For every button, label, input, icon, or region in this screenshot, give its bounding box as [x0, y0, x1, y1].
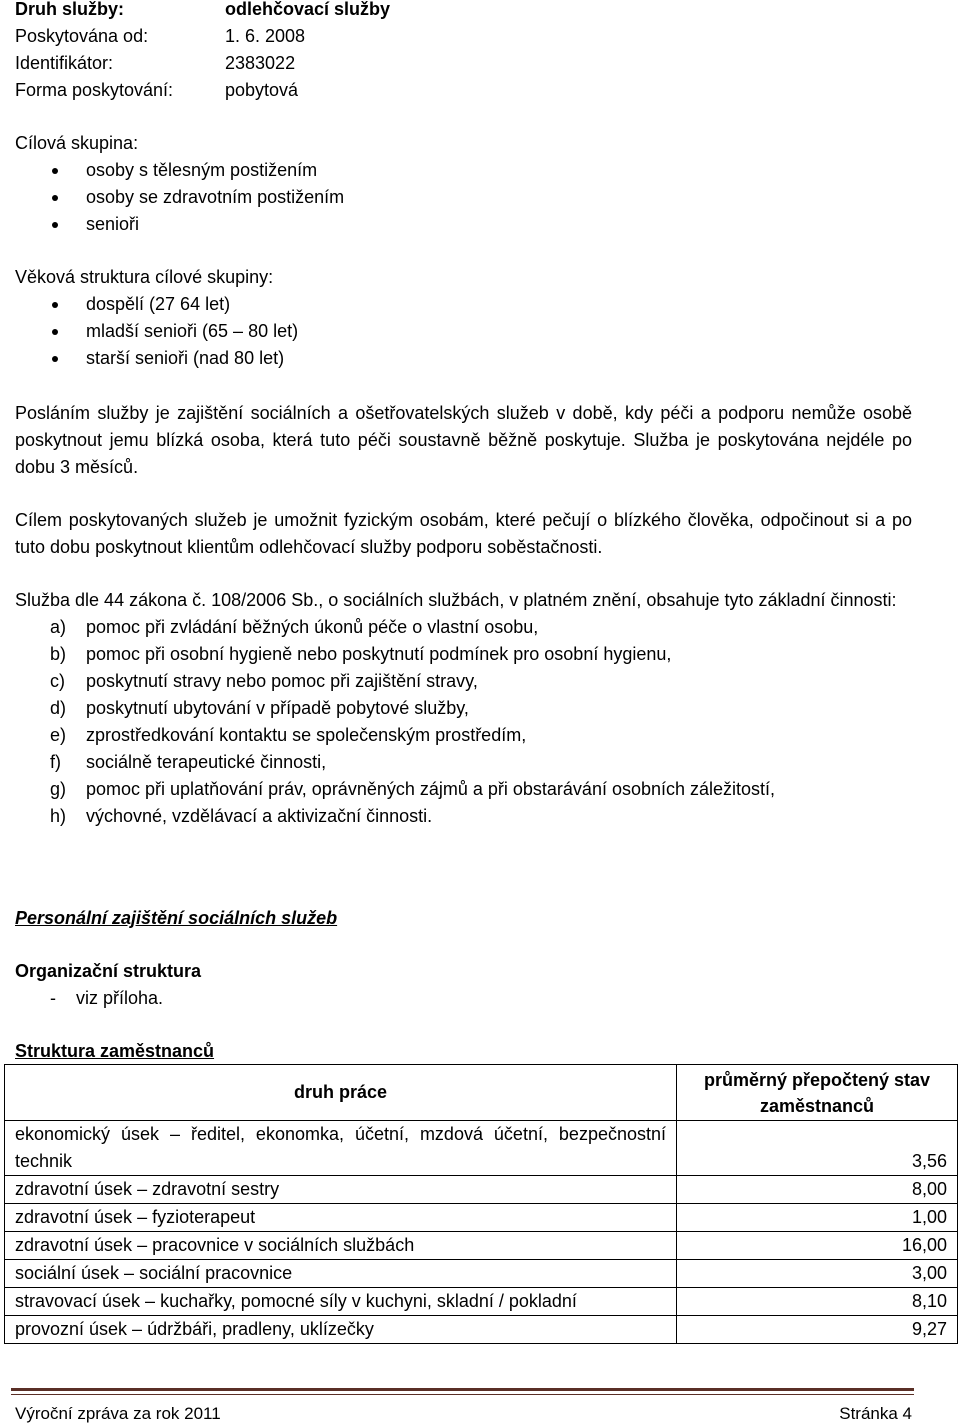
value-cell: 3,00	[677, 1260, 958, 1288]
list-item	[15, 641, 912, 668]
footer-rule-thin	[11, 1394, 914, 1395]
list-item-text: osoby s tělesným postižením	[86, 160, 318, 180]
bullet-icon	[52, 329, 58, 335]
list-item-text: poskytnutí ubytování v případě pobytové služby,	[86, 698, 469, 718]
value-cell: 3,56	[677, 1121, 958, 1176]
list-marker: h)	[50, 806, 67, 826]
table-row	[5, 1204, 958, 1232]
activities-intro: Služba dle 44 zákona č. 108/2006 Sb., o sociálních službách, v platném znění, obsahuje tyto základní činnosti:	[15, 590, 897, 610]
list-item-text: pomoc při osobní hygieně nebo poskytnutí podmínek pro osobní hygienu,	[86, 644, 672, 664]
personnel-heading: Personální zajištění sociálních služeb	[15, 908, 338, 928]
work-cell: provozní úsek – údržbáři, pradleny, uklízečky	[5, 1316, 677, 1344]
list-item	[15, 157, 912, 184]
service-type-row	[15, 0, 912, 23]
table-header-row	[5, 1065, 958, 1121]
value-cell: 8,00	[677, 1176, 958, 1204]
form-value: pobytová	[225, 80, 299, 100]
work-cell: zdravotní úsek – zdravotní sestry	[5, 1176, 677, 1204]
table-row	[5, 1121, 958, 1176]
mission-paragraph: Posláním služby je zajištění sociálních a ošetřovatelských služeb v době, kdy péči a podporu nemůže osobě poskytnout jemu blízká osoba, která tuto péči soustavně běžně poskytuje. Služba je poskytována nejdéle po dobu 3 měsíců.	[15, 403, 912, 477]
org-structure-title: Organizační struktura	[15, 961, 202, 981]
age-structure-title: Věková struktura cílové skupiny:	[15, 267, 274, 287]
value-cell: 16,00	[677, 1232, 958, 1260]
list-item-text: zprostředkování kontaktu se společenským prostředím,	[86, 725, 527, 745]
form-row	[15, 77, 912, 104]
identifier-value: 2383022	[225, 53, 296, 73]
list-item	[15, 722, 912, 749]
list-marker: c)	[50, 671, 65, 691]
list-marker: g)	[50, 779, 67, 799]
value-cell: 1,00	[677, 1204, 958, 1232]
column-header-work: druh práce	[5, 1065, 677, 1121]
bullet-icon	[52, 356, 58, 362]
activities-section	[15, 587, 912, 830]
list-item-text: pomoc při uplatňování práv, oprávněných zájmů a při obstarávání osobních záležitostí,	[86, 779, 776, 799]
identifier-row	[15, 50, 912, 77]
form-label: Forma poskytování:	[15, 80, 174, 100]
table-row	[5, 1316, 958, 1344]
value-cell: 9,27	[677, 1316, 958, 1344]
list-item-text: osoby se zdravotním postižením	[86, 187, 345, 207]
work-cell: sociální úsek – sociální pracovnice	[5, 1260, 677, 1288]
list-item-text: starší senioři (nad 80 let)	[86, 348, 285, 368]
list-item	[15, 776, 912, 803]
list-item-text: výchovné, vzdělávací a aktivizační činnosti.	[86, 806, 433, 826]
service-type-label: Druh služby:	[15, 0, 125, 19]
footer-report-title: Výroční zpráva za rok 2011	[15, 1404, 221, 1423]
org-structure-note: - viz příloha.	[50, 988, 164, 1008]
bullet-icon	[52, 168, 58, 174]
list-marker: d)	[50, 698, 67, 718]
list-item-text: senioři	[86, 214, 140, 234]
service-header	[15, 0, 912, 104]
work-cell: zdravotní úsek – pracovnice v sociálních službách	[5, 1232, 677, 1260]
list-item-text: pomoc při zvládání běžných úkonů péče o vlastní osobu,	[86, 617, 539, 637]
column-header-count: průměrný přepočtený stav zaměstnanců	[677, 1065, 958, 1121]
age-structure-section	[15, 264, 912, 372]
list-item	[15, 345, 912, 372]
work-cell: zdravotní úsek – fyzioterapeut	[5, 1204, 677, 1232]
bullet-icon	[52, 302, 58, 308]
footer-page-number: Stránka 4	[839, 1404, 912, 1423]
list-item	[15, 749, 912, 776]
list-item-text: mladší senioři (65 – 80 let)	[86, 321, 299, 341]
target-group-section	[15, 130, 912, 238]
provided-since-label: Poskytována od:	[15, 26, 149, 46]
list-marker: e)	[50, 725, 67, 745]
identifier-label: Identifikátor:	[15, 53, 114, 73]
list-item-text: poskytnutí stravy nebo pomoc při zajištění stravy,	[86, 671, 478, 691]
bullet-icon	[52, 195, 58, 201]
target-group-title: Cílová skupina:	[15, 133, 139, 153]
list-marker: b)	[50, 644, 67, 664]
list-item	[15, 211, 912, 238]
list-item	[15, 614, 912, 641]
list-item	[15, 695, 912, 722]
list-marker: f)	[50, 752, 61, 772]
value-cell: 8,10	[677, 1288, 958, 1316]
org-structure-section	[15, 958, 912, 1012]
list-item-text: dospělí (27 64 let)	[86, 294, 231, 314]
provided-since-row	[15, 23, 912, 50]
list-item	[15, 291, 912, 318]
list-marker: a)	[50, 617, 67, 637]
staff-structure-title: Struktura zaměstnanců	[15, 1041, 215, 1061]
goal-paragraph: Cílem poskytovaných služeb je umožnit fyzickým osobám, které pečují o blízkého člověka, odpočinout si a po tuto dobu poskytnout klientům odlehčovací služby podporu soběstačnosti.	[15, 510, 912, 557]
work-cell: stravovací úsek – kuchařky, pomocné síly v kuchyni, skladní / pokladní	[5, 1288, 677, 1316]
list-item-text: sociálně terapeutické činnosti,	[86, 752, 327, 772]
list-item	[15, 318, 912, 345]
work-cell: ekonomický úsek – ředitel, ekonomka, účetní, mzdová účetní, bezpečnostní technik	[5, 1121, 677, 1176]
staff-table	[4, 1064, 958, 1344]
footer-rule-thick	[11, 1388, 914, 1391]
provided-since-value: 1. 6. 2008	[225, 26, 306, 46]
table-row	[5, 1176, 958, 1204]
service-type-value: odlehčovací služby	[225, 0, 391, 19]
list-item	[15, 668, 912, 695]
table-row	[5, 1260, 958, 1288]
table-row	[5, 1232, 958, 1260]
list-item	[15, 803, 912, 830]
list-item	[15, 184, 912, 211]
table-row	[5, 1288, 958, 1316]
bullet-icon	[52, 222, 58, 228]
